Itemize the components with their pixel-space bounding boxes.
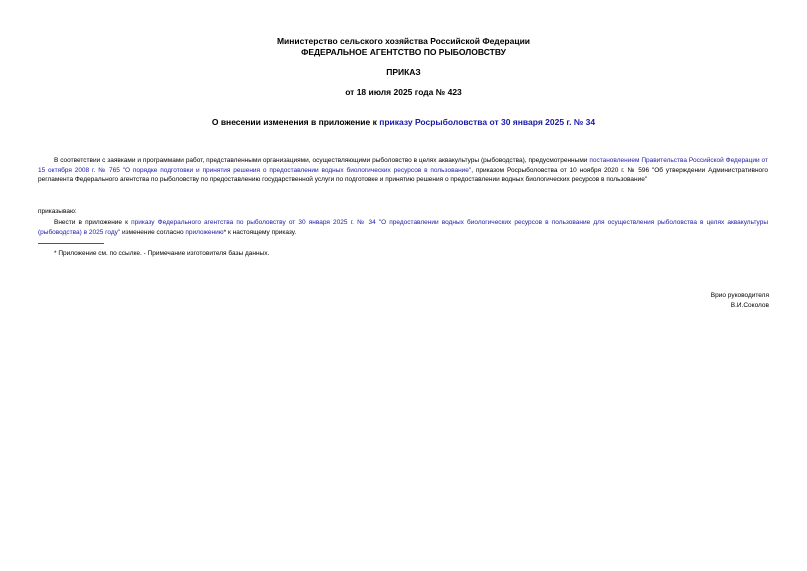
title-order-link[interactable]: приказу Росрыболовства от 30 января 2025 г. № 34	[379, 117, 596, 127]
preamble-text-1: В соответствии с заявками и программами работ, представленными организациями, осуществляющими рыболовство в целях аквакультуры (рыбоводства), предусмотренными	[54, 157, 590, 164]
appendix-link[interactable]: приложению	[185, 228, 224, 236]
clause-text-1: Внести в приложение к	[54, 219, 132, 226]
order-word: приказываю:	[38, 208, 77, 215]
preamble-text-2: , приказом Росрыболовства от 10 ноября 2020 г. № 596 "Об утверждении Административного регламента Федерального агентства по рыболовству по предоставлению государственной услуги по подготовке и принятию решения о предоставлении водных биологических ресурсов в пользование"	[38, 166, 768, 184]
clause-paragraph	[38, 218, 768, 237]
clause-text-2: изменение согласно	[120, 228, 186, 236]
agency-name: ФЕДЕРАЛЬНОЕ АГЕНТСТВО ПО РЫБОЛОВСТВУ	[301, 47, 506, 57]
footnote-divider	[38, 243, 104, 244]
signatory-position: Врио руководителя	[710, 292, 769, 299]
document-type: ПРИКАЗ	[386, 67, 421, 77]
preamble-paragraph	[38, 156, 768, 185]
footnote: * Приложение см. по ссылке. - Примечание изготовителя базы данных.	[54, 250, 270, 257]
title-prefix: О внесении изменения в приложение к	[211, 117, 380, 127]
document-title	[0, 117, 807, 128]
agency-order-link[interactable]: приказу Федерального агентства по рыболовству от 30 января 2025 г. № 34 "О предоставлении водных биологических ресурсов в пользование для осуществления рыболовства в целях аквакультуры (рыбоводства) в 2025 году"	[38, 219, 768, 236]
clause-text-3: * к настоящему приказу.	[223, 228, 297, 236]
ministry-name: Министерство сельского хозяйства Российской Федерации	[276, 36, 531, 46]
document-date-number: от 18 июля 2025 года № 423	[345, 87, 462, 97]
government-decree-link[interactable]: постановлением Правительства Российской Федерации от 15 октября 2008 г. № 765 "О порядке подготовки и принятия решения о предоставлении водных биологических ресурсов в пользование"	[38, 157, 768, 174]
signatory-name: В.И.Соколов	[730, 302, 769, 309]
